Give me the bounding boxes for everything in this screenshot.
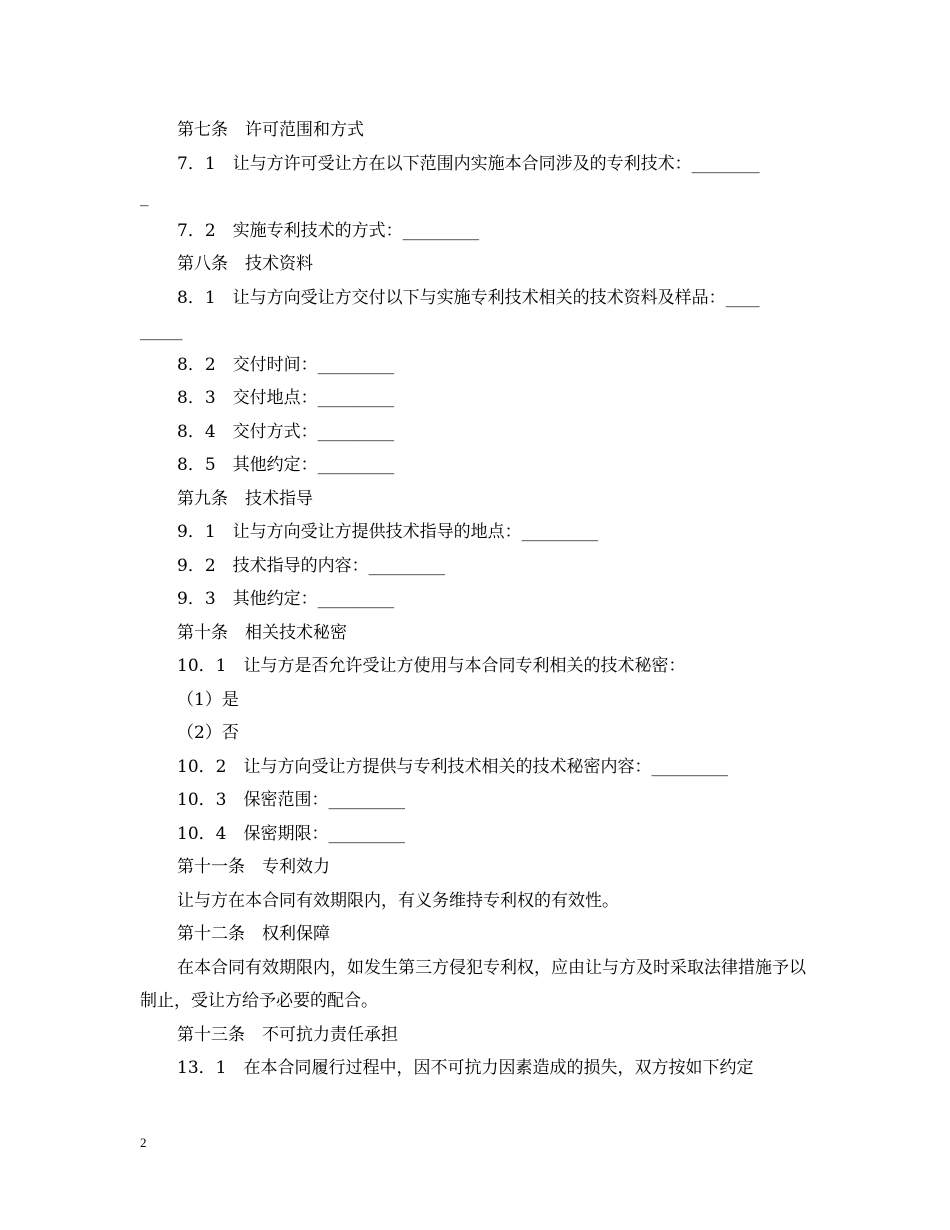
article-12-heading: 第十二条 权利保障 [177, 924, 330, 944]
article-7-heading: 第七条 许可范围和方式 [177, 120, 364, 140]
article-8-heading: 第八条 技术资料 [177, 254, 313, 274]
option-1-yes: （1）是 [177, 689, 239, 710]
page-number: 2 [140, 1135, 147, 1150]
clause-9-3: 9．3 其他约定：_________ [177, 589, 395, 609]
clause-8-4: 8．4 交付方式：_________ [177, 421, 395, 442]
clause-9-1: 9．1 让与方向受让方提供技术指导的地点：_________ [177, 522, 599, 542]
article-9-heading: 第九条 技术指导 [177, 488, 313, 509]
clause-13-1: 13．1 在本合同履行过程中，因不可抗力因素造成的损失，双方按如下约定 [177, 1058, 754, 1078]
clause-7-1: 7．1 让与方许可受让方在以下范围内实施本合同涉及的专利技术：________ [177, 153, 760, 174]
clause-8-3: 8．3 交付地点：_________ [177, 388, 395, 408]
clause-7-1-continuation: _ [140, 187, 149, 207]
clause-10-2: 10．2 让与方向受让方提供与专利技术相关的技术秘密内容：_________ [177, 756, 728, 777]
clause-10-3: 10．3 保密范围：_________ [177, 790, 405, 810]
clause-8-5: 8．5 其他约定：_________ [177, 455, 395, 475]
article-11-body: 让与方在本合同有效期限内，有义务维持专利权的有效性。 [177, 890, 619, 911]
option-2-no: （2）否 [177, 723, 239, 743]
clause-8-2: 8．2 交付时间：_________ [177, 354, 395, 375]
article-13-heading: 第十三条 不可抗力责任承担 [177, 1024, 398, 1045]
clause-10-1: 10．1 让与方是否允许受让方使用与本合同专利相关的技术秘密： [177, 656, 686, 676]
clause-9-2: 9．2 技术指导的内容：_________ [177, 555, 446, 576]
clause-7-2: 7．2 实施专利技术的方式：_________ [177, 220, 480, 241]
clause-10-4: 10．4 保密期限：_________ [177, 823, 405, 844]
article-11-heading: 第十一条 专利效力 [177, 857, 330, 877]
clause-8-1-continuation: _____ [140, 321, 183, 341]
document-body [140, 114, 812, 1086]
clause-8-1: 8．1 让与方向受让方交付以下与实施专利技术相关的技术资料及样品：____ [177, 287, 760, 308]
article-10-heading: 第十条 相关技术秘密 [177, 622, 347, 643]
article-12-body: 在本合同有效期限内，如发生第三方侵犯专利权，应由让与方及时采取法律措施予以制止，受让方给予必要的配合。 [140, 957, 806, 1011]
